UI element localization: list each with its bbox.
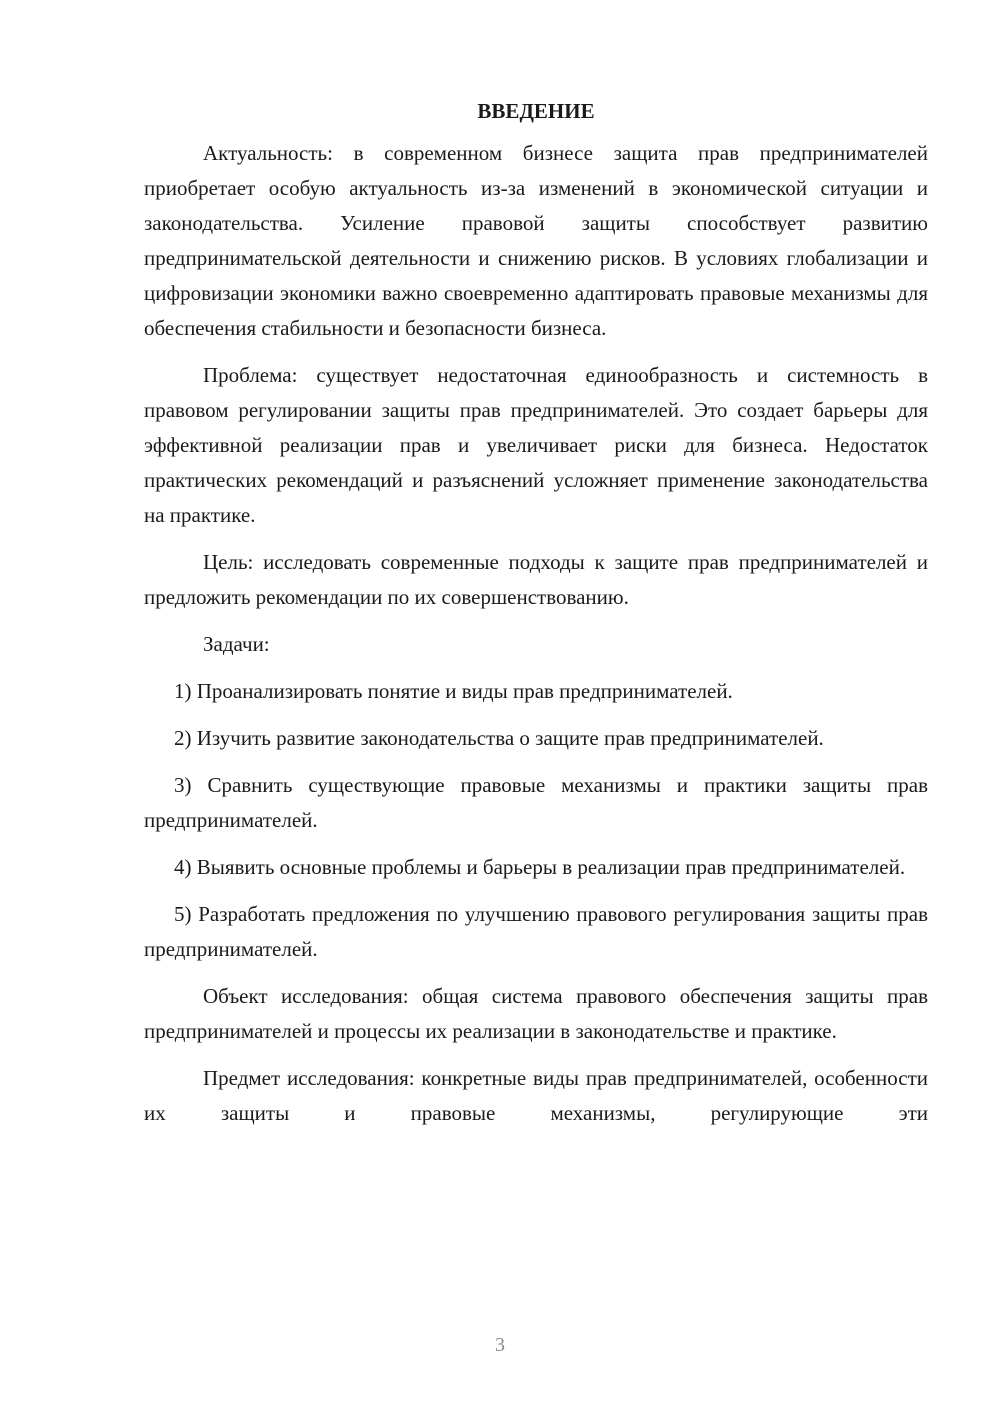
task-item-2: 2) Изучить развитие законодательства о защите прав предпринимателей.: [174, 726, 824, 750]
paragraph-goal: Цель: исследовать современные подходы к защите прав предпринимателей и предложить рекомендации по их совершенствованию.: [144, 550, 928, 609]
document-page: [144, 96, 928, 1143]
paragraph-problem: Проблема: существует недостаточная единообразность и системность в правовом регулировании защиты прав предпринимателей. Это создает барьеры для эффективной реализации прав и увеличивает риски для бизнеса. Недостаток практических рекомендаций и разъяснений усложняет применение законодательства на практике.: [144, 363, 928, 527]
task-item-1: 1) Проанализировать понятие и виды прав предпринимателей.: [174, 679, 733, 703]
task-item-4: 4) Выявить основные проблемы и барьеры в реализации прав предпринимателей.: [174, 855, 906, 879]
paragraph-object: Объект исследования: общая система правового обеспечения защиты прав предпринимателей и процессы их реализации в законодательстве и практике.: [144, 984, 928, 1043]
paragraph-subject: Предмет исследования: конкретные виды прав предпринимателей, особенности их защиты и правовые механизмы, регулирующие эти: [144, 1066, 928, 1125]
task-item-3: 3) Сравнить существующие правовые механизмы и практики защиты прав предпринимателей.: [144, 773, 928, 832]
section-heading: ВВЕДЕНИЕ: [477, 99, 595, 123]
task-item-5: 5) Разработать предложения по улучшению правового регулирования защиты прав предпринимателей.: [144, 902, 928, 961]
page-number: 3: [495, 1334, 505, 1356]
tasks-label: Задачи:: [203, 632, 270, 656]
paragraph-relevance: Актуальность: в современном бизнесе защита прав предпринимателей приобретает особую актуальность из-за изменений в экономической ситуации и законодательства. Усиление правовой защиты способствует развитию предпринимательской деятельности и снижению рисков. В условиях глобализации и цифровизации экономики важно своевременно адаптировать правовые механизмы для обеспечения стабильности и безопасности бизнеса.: [144, 141, 928, 340]
